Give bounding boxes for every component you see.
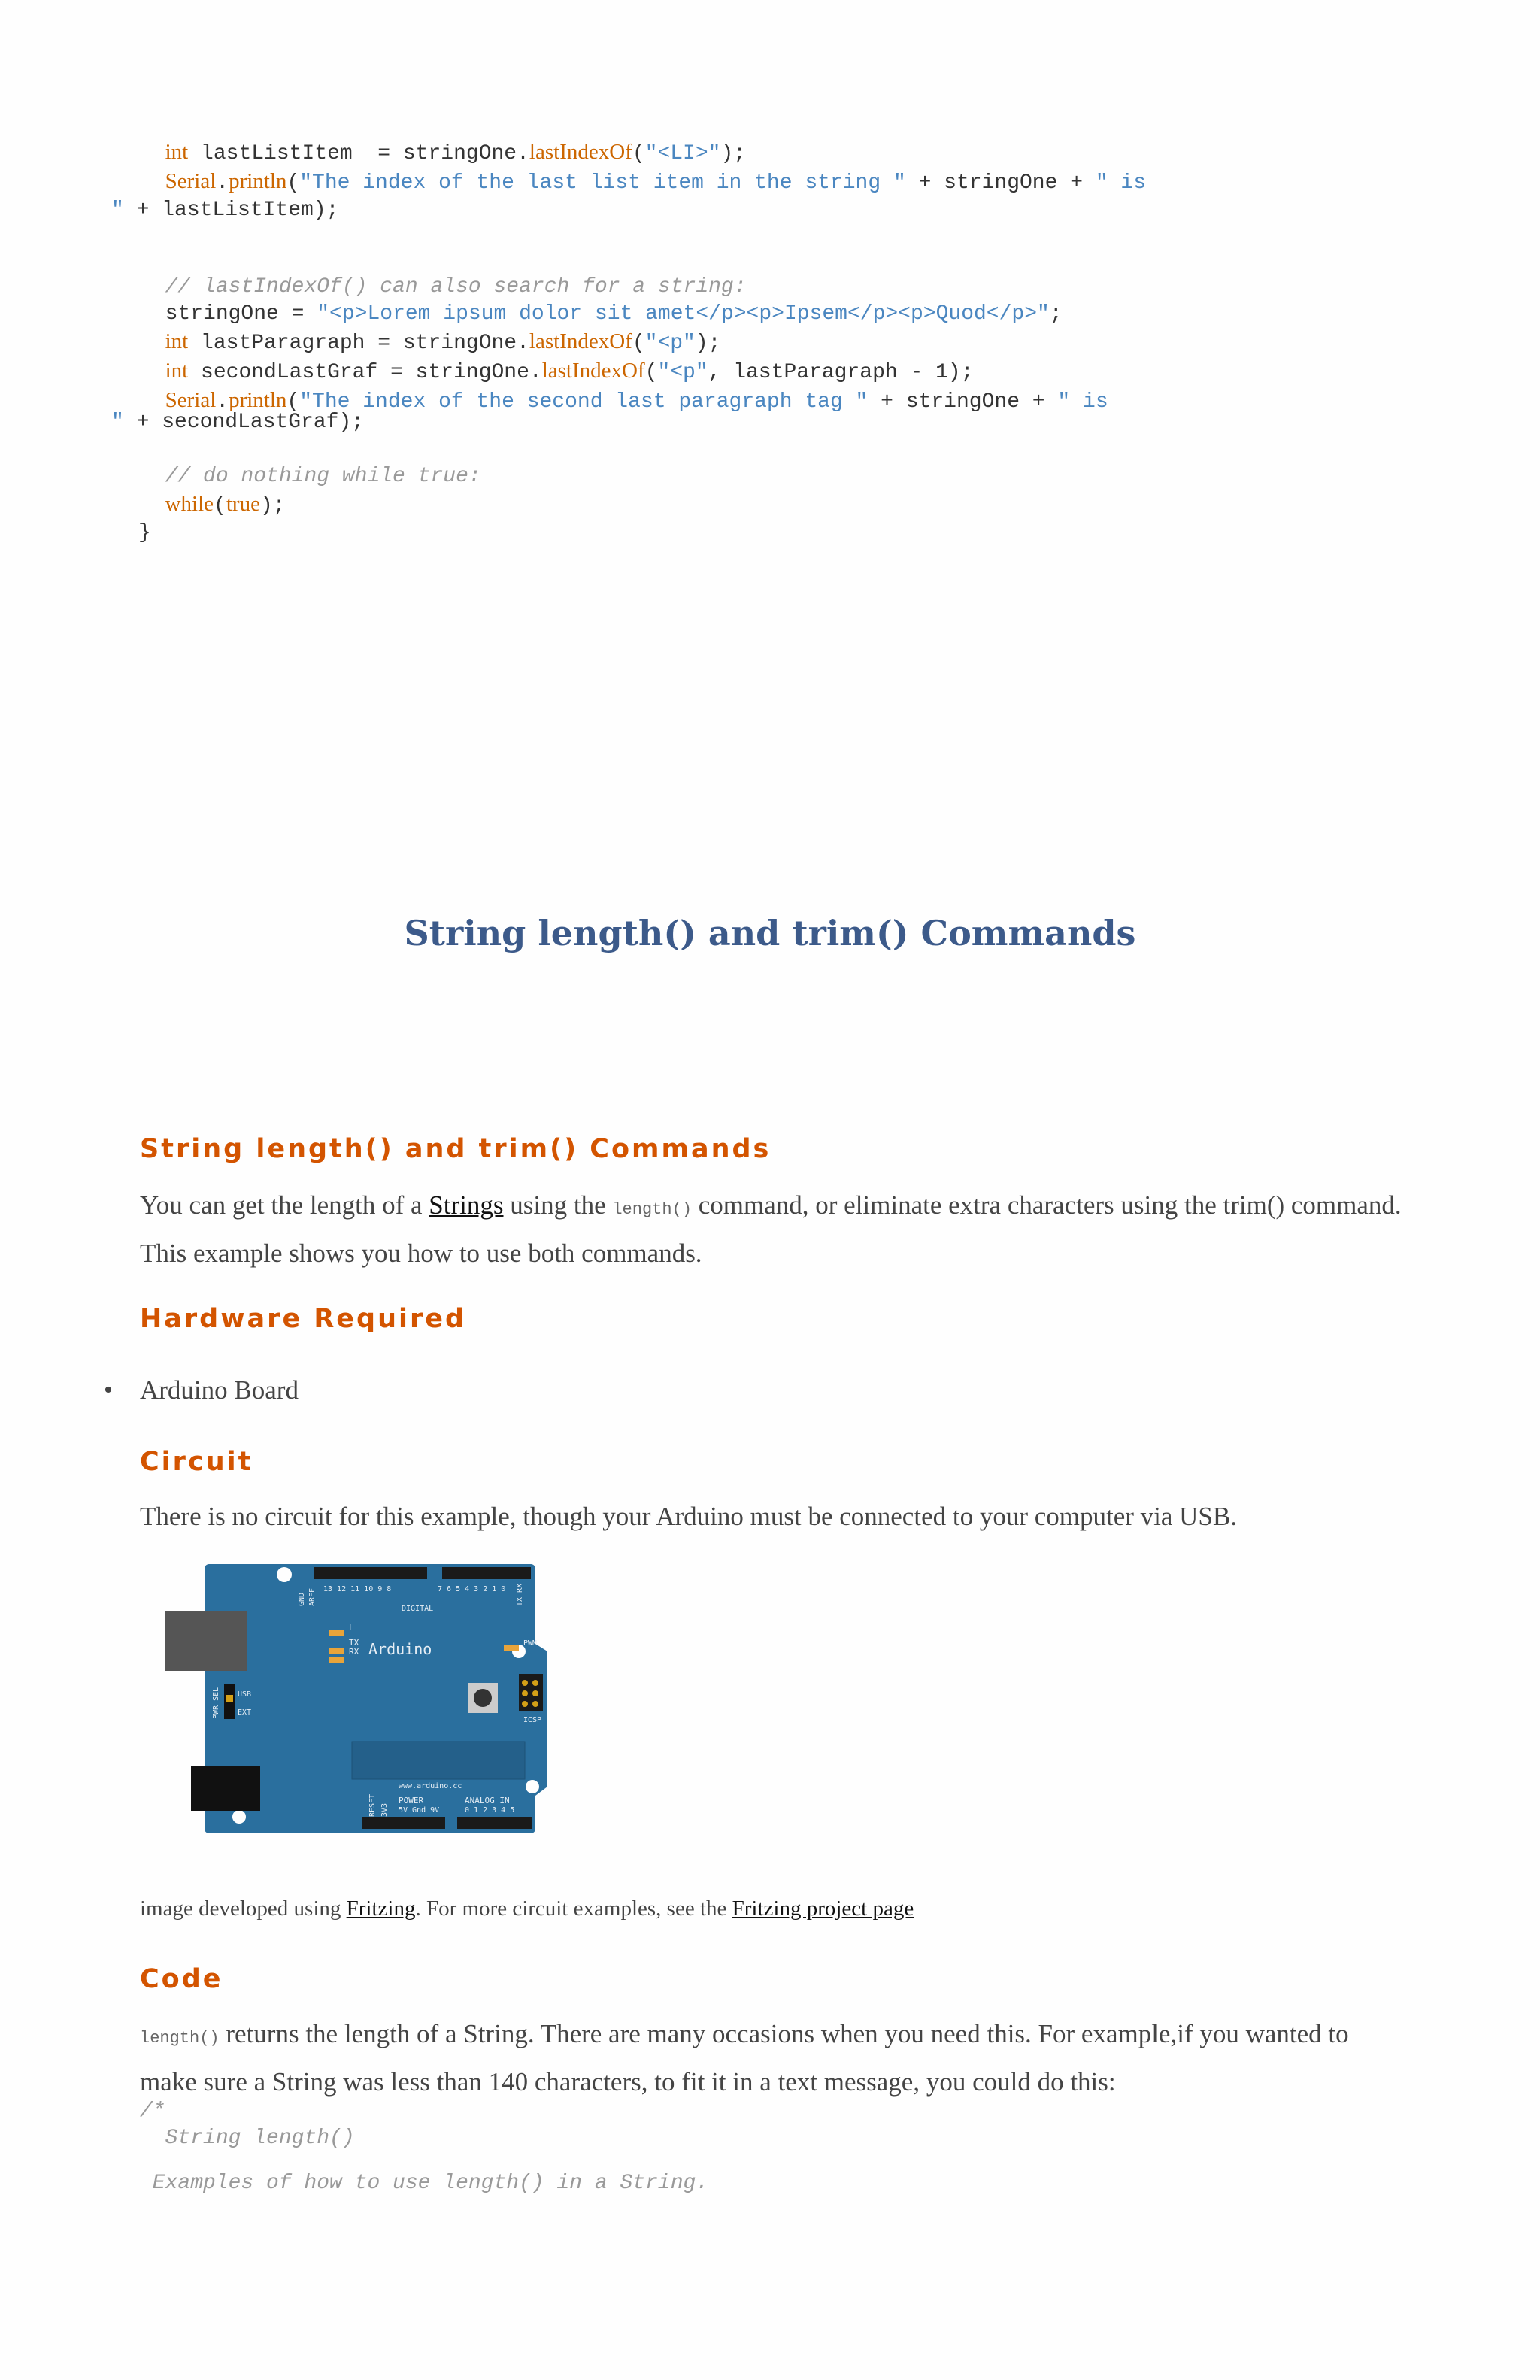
board-pwrsel-label: PWR SEL bbox=[212, 1687, 220, 1719]
code-intro-paragraph: length() returns the length of a String. There are many occasions when you need this. For example,if you wanted to make sure a String was less than 140 characters, to fit it in a text message, you could do this: bbox=[140, 2019, 1349, 2097]
bullet-icon: • bbox=[104, 1376, 113, 1404]
power-jack bbox=[191, 1766, 260, 1811]
board-aref-label: AREF bbox=[308, 1587, 317, 1606]
board-power-label: POWER bbox=[399, 1796, 424, 1805]
code-line: stringOne = "<p>Lorem ipsum dolor sit amet</p><p>Ipsem</p><p>Quod</p>"; bbox=[140, 302, 1063, 326]
board-3v3-label: 3V3 bbox=[380, 1802, 389, 1817]
hardware-heading: Hardware Required bbox=[140, 1304, 467, 1334]
code-line: Serial.println("The index of the second last paragraph tag " + stringOne + " is bbox=[165, 388, 1108, 414]
code-comment: /* bbox=[140, 2100, 165, 2123]
board-analog-label: ANALOG IN bbox=[465, 1796, 510, 1805]
arduino-board-image bbox=[164, 1561, 555, 1839]
board-pins-upper: 13 12 11 10 9 8 bbox=[323, 1585, 392, 1593]
code-line-wrap: " + secondLastGraf); bbox=[111, 411, 365, 434]
code-block-top-3 bbox=[140, 463, 481, 547]
strings-link[interactable]: Strings bbox=[429, 1190, 504, 1220]
code-block-top-2 bbox=[140, 274, 1108, 416]
board-rx-label: RX bbox=[349, 1647, 359, 1657]
code-line: int lastListItem = stringOne.lastIndexOf("<LI>"); bbox=[165, 140, 747, 165]
board-icsp-label: ICSP bbox=[523, 1716, 542, 1724]
board-reset-label: RESET bbox=[368, 1793, 377, 1817]
board-pwm-label: PWM bbox=[523, 1639, 538, 1648]
code-comment: String length() bbox=[140, 2127, 355, 2150]
section-heading: String length() and trim() Commands bbox=[140, 1134, 772, 1164]
fritzing-link[interactable]: Fritzing bbox=[346, 1896, 416, 1921]
board-label: Arduino bbox=[368, 1640, 432, 1658]
board-l-label: L bbox=[349, 1623, 354, 1633]
fritzing-project-link[interactable]: Fritzing project page bbox=[732, 1896, 914, 1921]
code-block-bottom-2 bbox=[140, 2170, 708, 2197]
board-gnd-label: GND bbox=[298, 1592, 306, 1606]
board-pins-lower: 7 6 5 4 3 2 1 0 bbox=[438, 1585, 506, 1593]
image-caption: image developed using Fritzing. For more circuit examples, see the Fritzing project page bbox=[140, 1896, 914, 1921]
board-tx-label: TX bbox=[349, 1638, 359, 1648]
circuit-heading: Circuit bbox=[140, 1447, 253, 1477]
code-heading: Code bbox=[140, 1964, 223, 1994]
board-url: www.arduino.cc bbox=[399, 1782, 462, 1790]
circuit-text: There is no circuit for this example, though your Arduino must be connected to your computer via USB. bbox=[140, 1502, 1237, 1531]
code-line: int lastParagraph = stringOne.lastIndexOf("<p"); bbox=[165, 329, 721, 355]
code-comment: // lastIndexOf() can also search for a string: bbox=[140, 275, 747, 299]
code-line: " + lastListItem); bbox=[111, 199, 339, 222]
page-title: String length() and trim() Commands bbox=[404, 913, 1136, 954]
board-usb-label: USB bbox=[238, 1690, 252, 1699]
code-block-top bbox=[111, 138, 1147, 224]
board-digital-label: DIGITAL bbox=[402, 1605, 434, 1613]
hardware-item: Arduino Board bbox=[140, 1375, 299, 1405]
code-line: while(true); bbox=[165, 492, 286, 517]
code-comment: Examples of how to use length() in a String. bbox=[140, 2172, 709, 2195]
usb-connector bbox=[165, 1611, 247, 1671]
board-ext-label: EXT bbox=[238, 1708, 252, 1717]
inline-code: length() bbox=[612, 1200, 692, 1219]
code-comment: // do nothing while true: bbox=[140, 465, 481, 488]
board-analog-pins: 0 1 2 3 4 5 bbox=[465, 1806, 515, 1815]
intro-paragraph: You can get the length of a Strings using the length() command, or eliminate extra characters using the trim() command. This example shows you how to use both commands. bbox=[140, 1190, 1402, 1268]
code-line: int secondLastGraf = stringOne.lastIndexOf("<p", lastParagraph - 1); bbox=[165, 359, 974, 384]
inline-code: length() bbox=[140, 2029, 220, 2048]
code-line: Serial.println("The index of the last list item in the string " + stringOne + " is bbox=[165, 169, 1147, 195]
code-block-bottom bbox=[140, 2098, 355, 2152]
board-power-pins: 5V Gnd 9V bbox=[399, 1806, 440, 1815]
code-brace: } bbox=[138, 521, 151, 544]
board-txrx-label: TX RX bbox=[516, 1583, 524, 1606]
